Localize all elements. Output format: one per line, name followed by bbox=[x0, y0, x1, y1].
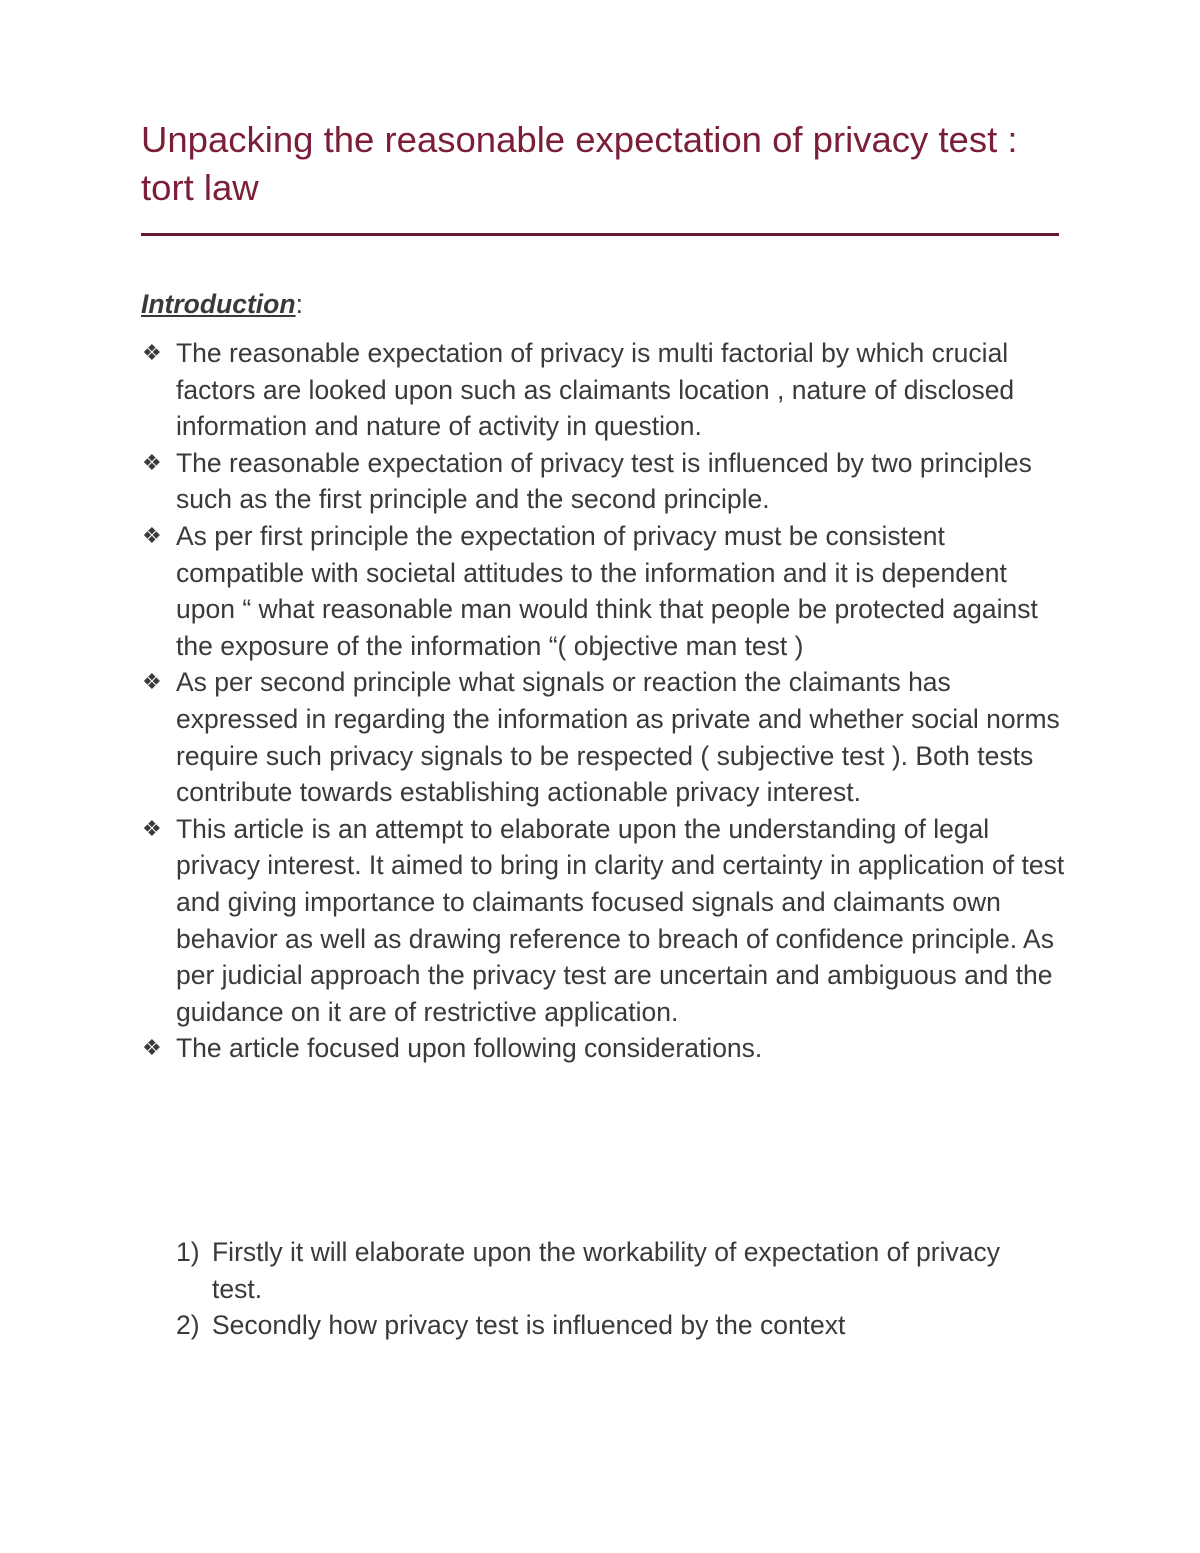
numbered-text: Firstly it will elaborate upon the workability of expectation of privacy test. bbox=[212, 1237, 1000, 1304]
page-title: Unpacking the reasonable expectation of privacy test : tort law bbox=[141, 119, 1018, 208]
bullet-item bbox=[141, 811, 1071, 1031]
numbered-item bbox=[176, 1234, 1056, 1307]
numbered-item bbox=[176, 1307, 1056, 1344]
bullet-item bbox=[141, 445, 1071, 518]
bullet-text: The reasonable expectation of privacy is multi factorial by which crucial factors are looked upon such as claimants location , nature of disclosed information and nature of activity in question. bbox=[176, 338, 1015, 442]
intro-heading: Introduction bbox=[141, 289, 296, 319]
bullet-text: The reasonable expectation of privacy test is influenced by two principles such as the first principle and the second principle. bbox=[176, 447, 1032, 515]
number-marker: 1) bbox=[176, 1237, 200, 1267]
title-divider bbox=[141, 233, 1059, 236]
bullet-item bbox=[141, 664, 1071, 810]
diamond-bullet-icon: ❖ bbox=[142, 815, 162, 841]
diamond-bullet-icon: ❖ bbox=[142, 340, 162, 365]
number-marker: 2) bbox=[176, 1310, 200, 1341]
bullet-text: The article focused upon following considerations. bbox=[176, 1033, 763, 1064]
diamond-bullet-icon: ❖ bbox=[142, 522, 162, 548]
bullet-item bbox=[141, 518, 1071, 664]
bullet-item bbox=[141, 335, 1071, 445]
bullet-list bbox=[141, 335, 1071, 1067]
bullet-item bbox=[141, 1030, 1071, 1067]
bullet-text: As per first principle the expectation of privacy must be consistent compatible with societal attitudes to the information and it is dependent upon “ what reasonable man would think that people be protected against the exposure of the information “( objective man test ) bbox=[176, 520, 1038, 661]
intro-heading-line bbox=[141, 286, 303, 322]
intro-colon: : bbox=[295, 289, 303, 319]
bullet-text: This article is an attempt to elaborate upon the understanding of legal privacy interest. It aimed to bring in clarity and certainty in application of test and giving importance to claimants focused signals and claimants own behavior as well as drawing reference to breach of confidence principle. As per judicial approach the privacy test are uncertain and ambiguous and the guidance on it are of restrictive application. bbox=[176, 813, 1065, 1027]
diamond-bullet-icon: ❖ bbox=[142, 449, 162, 475]
diamond-bullet-icon: ❖ bbox=[142, 669, 162, 695]
numbered-text: Secondly how privacy test is influenced by the context bbox=[212, 1310, 846, 1341]
bullet-text: As per second principle what signals or reaction the claimants has expressed in regarding the information as private and whether social norms require such privacy signals to be respected ( subjective test ). Both tests contribute towards establishing actionable privacy interest. bbox=[176, 667, 1060, 808]
diamond-bullet-icon: ❖ bbox=[142, 1035, 162, 1061]
numbered-list bbox=[176, 1234, 1056, 1344]
